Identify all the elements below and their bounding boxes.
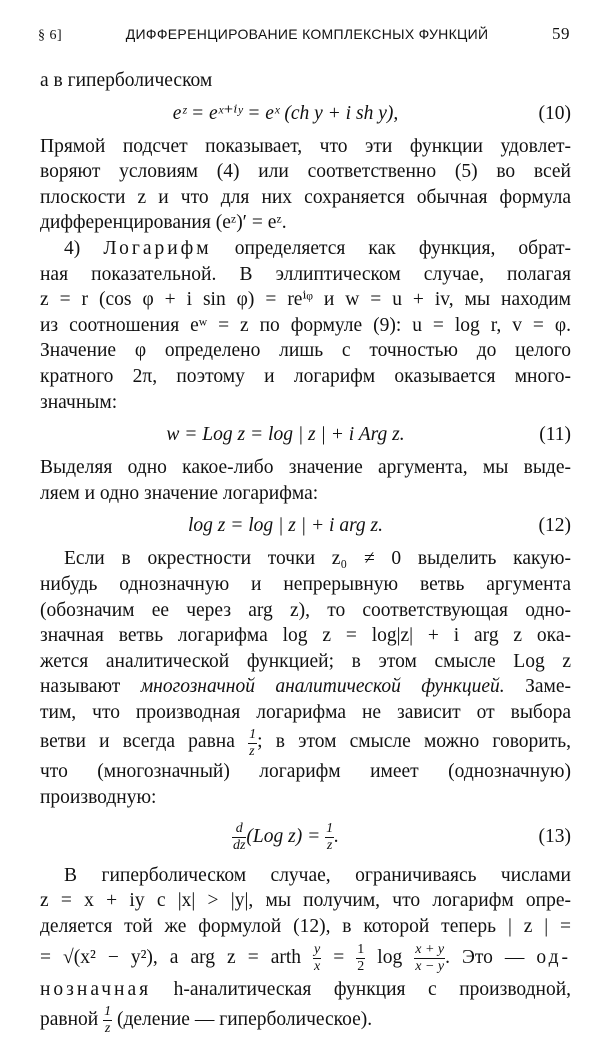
fraction-numerator: 1 (326, 820, 334, 836)
page-number: 59 (552, 24, 570, 43)
text-fragment: = √(x² − y²), а arg z = arth (40, 947, 314, 969)
text-fragment: log (365, 947, 415, 969)
fraction-denominator: z (326, 837, 333, 853)
text-line (40, 1003, 571, 1037)
text-line: В гиперболическом случае, ограничиваясь числами (64, 864, 571, 886)
fraction-numerator: 1 (357, 942, 365, 958)
fraction-x-plus-y-over-x-minus-y (414, 943, 445, 974)
text-line: Если в окрестности точки z₀ ≠ 0 выделить какую- (64, 548, 571, 570)
text-fragment: 4) (64, 237, 104, 259)
text-line: производную: (40, 787, 157, 809)
fraction-denominator: z (104, 1021, 111, 1037)
fraction-numerator: x + y (415, 942, 445, 958)
spaced-term: нозначная (40, 979, 152, 1001)
text-fragment: ветви и всегда равна (40, 731, 249, 753)
equation-expression: eᶻ = eˣ⁺ⁱʸ = eˣ (ch y + i sh y), (172, 102, 399, 124)
italic-term: многозначной аналитической функцией. (140, 676, 505, 698)
fraction-numerator: y (314, 942, 321, 958)
text-fragment: определяется как функция, обрат- (211, 237, 571, 259)
equation-12 (40, 506, 571, 546)
text-line: значная ветвь логарифма log z = log|z| + i arg z ока- (40, 625, 571, 647)
equation-text: . (334, 825, 340, 847)
text-line: z = x + iy с |x| > |y|, мы получим, что логарифм опре- (40, 890, 571, 912)
fraction-one-over-z (248, 728, 257, 759)
text-line: Значение φ определено лишь с точностью до целого (40, 340, 571, 362)
text-line: а в гиперболическом (40, 70, 213, 91)
equation-number: (11) (539, 424, 571, 446)
text-fragment: равной (40, 1009, 104, 1031)
equation-13 (40, 811, 571, 863)
fraction-denominator: x (314, 959, 321, 975)
equation-number: (13) (538, 825, 571, 847)
text-line: Прямой подсчет показывает, что эти функции удовлет- (40, 135, 571, 157)
equation-10 (40, 94, 571, 134)
text-line: ная показательной. В эллиптическом случае, полагая (40, 263, 571, 285)
page-body (40, 68, 571, 1037)
text-line: дифференцирования (eᶻ)′ = eᶻ. (40, 212, 287, 234)
text-line (40, 939, 571, 977)
text-line: тим, что производная логарифма не зависит от выбора (40, 701, 571, 723)
text-line (40, 236, 571, 262)
running-title: ДИФФЕРЕНЦИРОВАНИЕ КОМПЛЕКСНЫХ ФУНКЦИЙ (125, 26, 489, 42)
fraction-numerator: 1 (249, 726, 257, 742)
text-fragment: h-аналитическая функция с производной, (151, 979, 571, 1001)
fraction-one-half (356, 943, 365, 974)
text-line (40, 674, 571, 700)
text-line: деляется той же формулой (12), в которой теперь | z | = (40, 915, 571, 937)
text-line: нибудь однозначную и непрерывную ветвь аргумента (40, 573, 571, 595)
text-line: из соотношения eʷ = z по формуле (9): u = log r, v = φ. (40, 314, 571, 336)
fraction-numerator: 1 (104, 1004, 112, 1020)
fraction-numerator: d (232, 822, 246, 838)
fraction-denominator: z (249, 743, 255, 759)
fraction-denominator: 2 (357, 959, 365, 975)
equation-11 (40, 415, 571, 455)
text-line: Выделяя одно какое-либо значение аргумента, мы выде- (40, 457, 571, 479)
text-line: ляем и одно значение логарифма: (40, 482, 319, 504)
text-line: плоскости z и что для них сохраняется обычная формула (40, 186, 571, 208)
text-fragment: называют (40, 676, 141, 698)
text-fragment: (деление — гиперболическое). (112, 1009, 373, 1031)
text-fragment: . Это — (445, 947, 537, 969)
text-fragment: Заме- (504, 676, 571, 698)
fraction-one-over-z (325, 822, 334, 853)
equation-expression: log z = log | z | + i arg z. (187, 515, 384, 537)
equation-expression (232, 811, 379, 863)
equation-expression: w = Log z = log | z | + i Arg z. (166, 424, 405, 446)
fraction-one-over-z (103, 1005, 112, 1036)
running-header (38, 24, 570, 44)
text-line: z = r (cos φ + i sin φ) = reⁱᵠ и w = u + iv, мы находим (40, 289, 571, 311)
text-line: что (многозначный) логарифм имеет (однозначную) (40, 761, 571, 783)
text-line (40, 725, 571, 759)
text-line: (обозначим ее через arg z), то соответствующая одно- (40, 599, 571, 621)
fraction-denominator: x − y (415, 959, 445, 975)
text-line (40, 977, 571, 1003)
text-fragment: ; в этом смысле можно говорить, (257, 731, 571, 753)
equation-number: (10) (538, 102, 571, 124)
fraction-d-dz (232, 822, 246, 853)
equation-number: (12) (538, 515, 571, 537)
section-mark: § 6] (38, 28, 63, 43)
text-line: кратного 2π, поэтому и логарифм оказывается много- (40, 365, 571, 387)
text-line: воряют условиям (4) или соответственно (5) во всей (40, 161, 571, 183)
spaced-term: од- (536, 947, 572, 969)
text-fragment: = (321, 947, 357, 969)
text-line: значным: (40, 391, 118, 413)
spaced-term: Логарифм (103, 237, 212, 259)
fraction-denominator: dz (232, 837, 246, 853)
equation-text: (Log z) = (246, 825, 326, 847)
text-line: жется аналитической функцией; в этом смысле Log z (40, 650, 571, 672)
